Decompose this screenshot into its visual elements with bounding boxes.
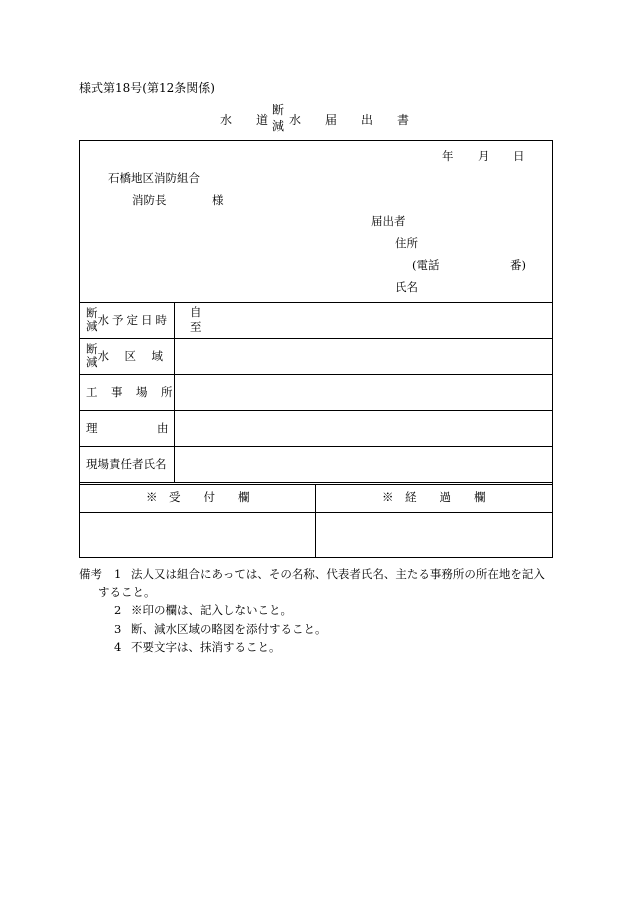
title-char: 水 (220, 113, 233, 127)
row-divider (79, 338, 553, 339)
stacked-bottom: 減 (86, 355, 98, 369)
row-divider (79, 482, 553, 483)
address-label: 住所 (395, 236, 418, 250)
note-text-continuation: すること。 (98, 585, 156, 599)
note-number: 2 (114, 603, 122, 617)
note-text: 不要文字は、抹消すること。 (131, 640, 281, 654)
note-number: 3 (114, 622, 122, 636)
name-label: 氏名 (395, 280, 418, 294)
title-char: 水 (289, 113, 302, 127)
label-column-divider (174, 302, 175, 482)
schedule-label (86, 307, 170, 333)
row-divider (79, 374, 553, 375)
from-label: 自 (190, 305, 202, 319)
phone-close: 番) (510, 258, 526, 272)
reason-label-b: 由 (157, 421, 169, 435)
phone-open: (電話 (412, 258, 440, 272)
notes-heading: 備考 (79, 567, 102, 581)
area-label (86, 343, 165, 369)
progress-header: ※ 経 過 欄 (382, 490, 486, 504)
row-divider (79, 410, 553, 411)
title-stacked-top: 断 (272, 103, 285, 117)
title-char: 出 (361, 113, 374, 127)
note-text: 法人又は組合にあっては、その名称、代表者氏名、主たる事務所の所在地を記入 (131, 567, 545, 581)
stacked-top: 断 (86, 342, 98, 356)
title-stacked-bottom: 減 (272, 119, 285, 133)
note-number: 1 (114, 567, 122, 581)
notifier-label: 届出者 (371, 214, 406, 228)
honorific: 様 (212, 193, 224, 207)
note-text: 断、減水区域の略図を添付すること。 (131, 622, 327, 636)
date-day: 日 (513, 149, 525, 163)
row-divider (79, 302, 553, 303)
form-number: 様式第18号(第12条関係) (79, 81, 215, 95)
date-year: 年 (442, 149, 454, 163)
office-column-divider (315, 484, 316, 558)
title-char: 道 (256, 113, 269, 127)
title-char: 届 (325, 113, 338, 127)
note-number: 4 (114, 640, 122, 654)
stacked-top: 断 (86, 306, 98, 320)
date-month: 月 (478, 149, 490, 163)
area-label-rest: 水 区 域 (97, 349, 165, 363)
row-divider (79, 512, 553, 513)
addressee-title: 消防長 (132, 193, 167, 207)
to-label: 至 (190, 320, 202, 334)
reason-label-a: 理 (86, 421, 98, 435)
row-divider (79, 446, 553, 447)
stacked-bottom: 減 (86, 319, 98, 333)
note-text: ※印の欄は、記入しないこと。 (131, 603, 292, 617)
supervisor-label: 現場責任者氏名 (86, 457, 167, 471)
site-label: 工 事 場 所 (86, 385, 174, 399)
title-char: 書 (397, 113, 410, 127)
addressee-organization: 石橋地区消防組合 (108, 171, 200, 185)
row-divider-double (79, 484, 553, 485)
schedule-label-rest: 水予定日時 (97, 313, 170, 327)
reception-header: ※ 受 付 欄 (146, 490, 250, 504)
